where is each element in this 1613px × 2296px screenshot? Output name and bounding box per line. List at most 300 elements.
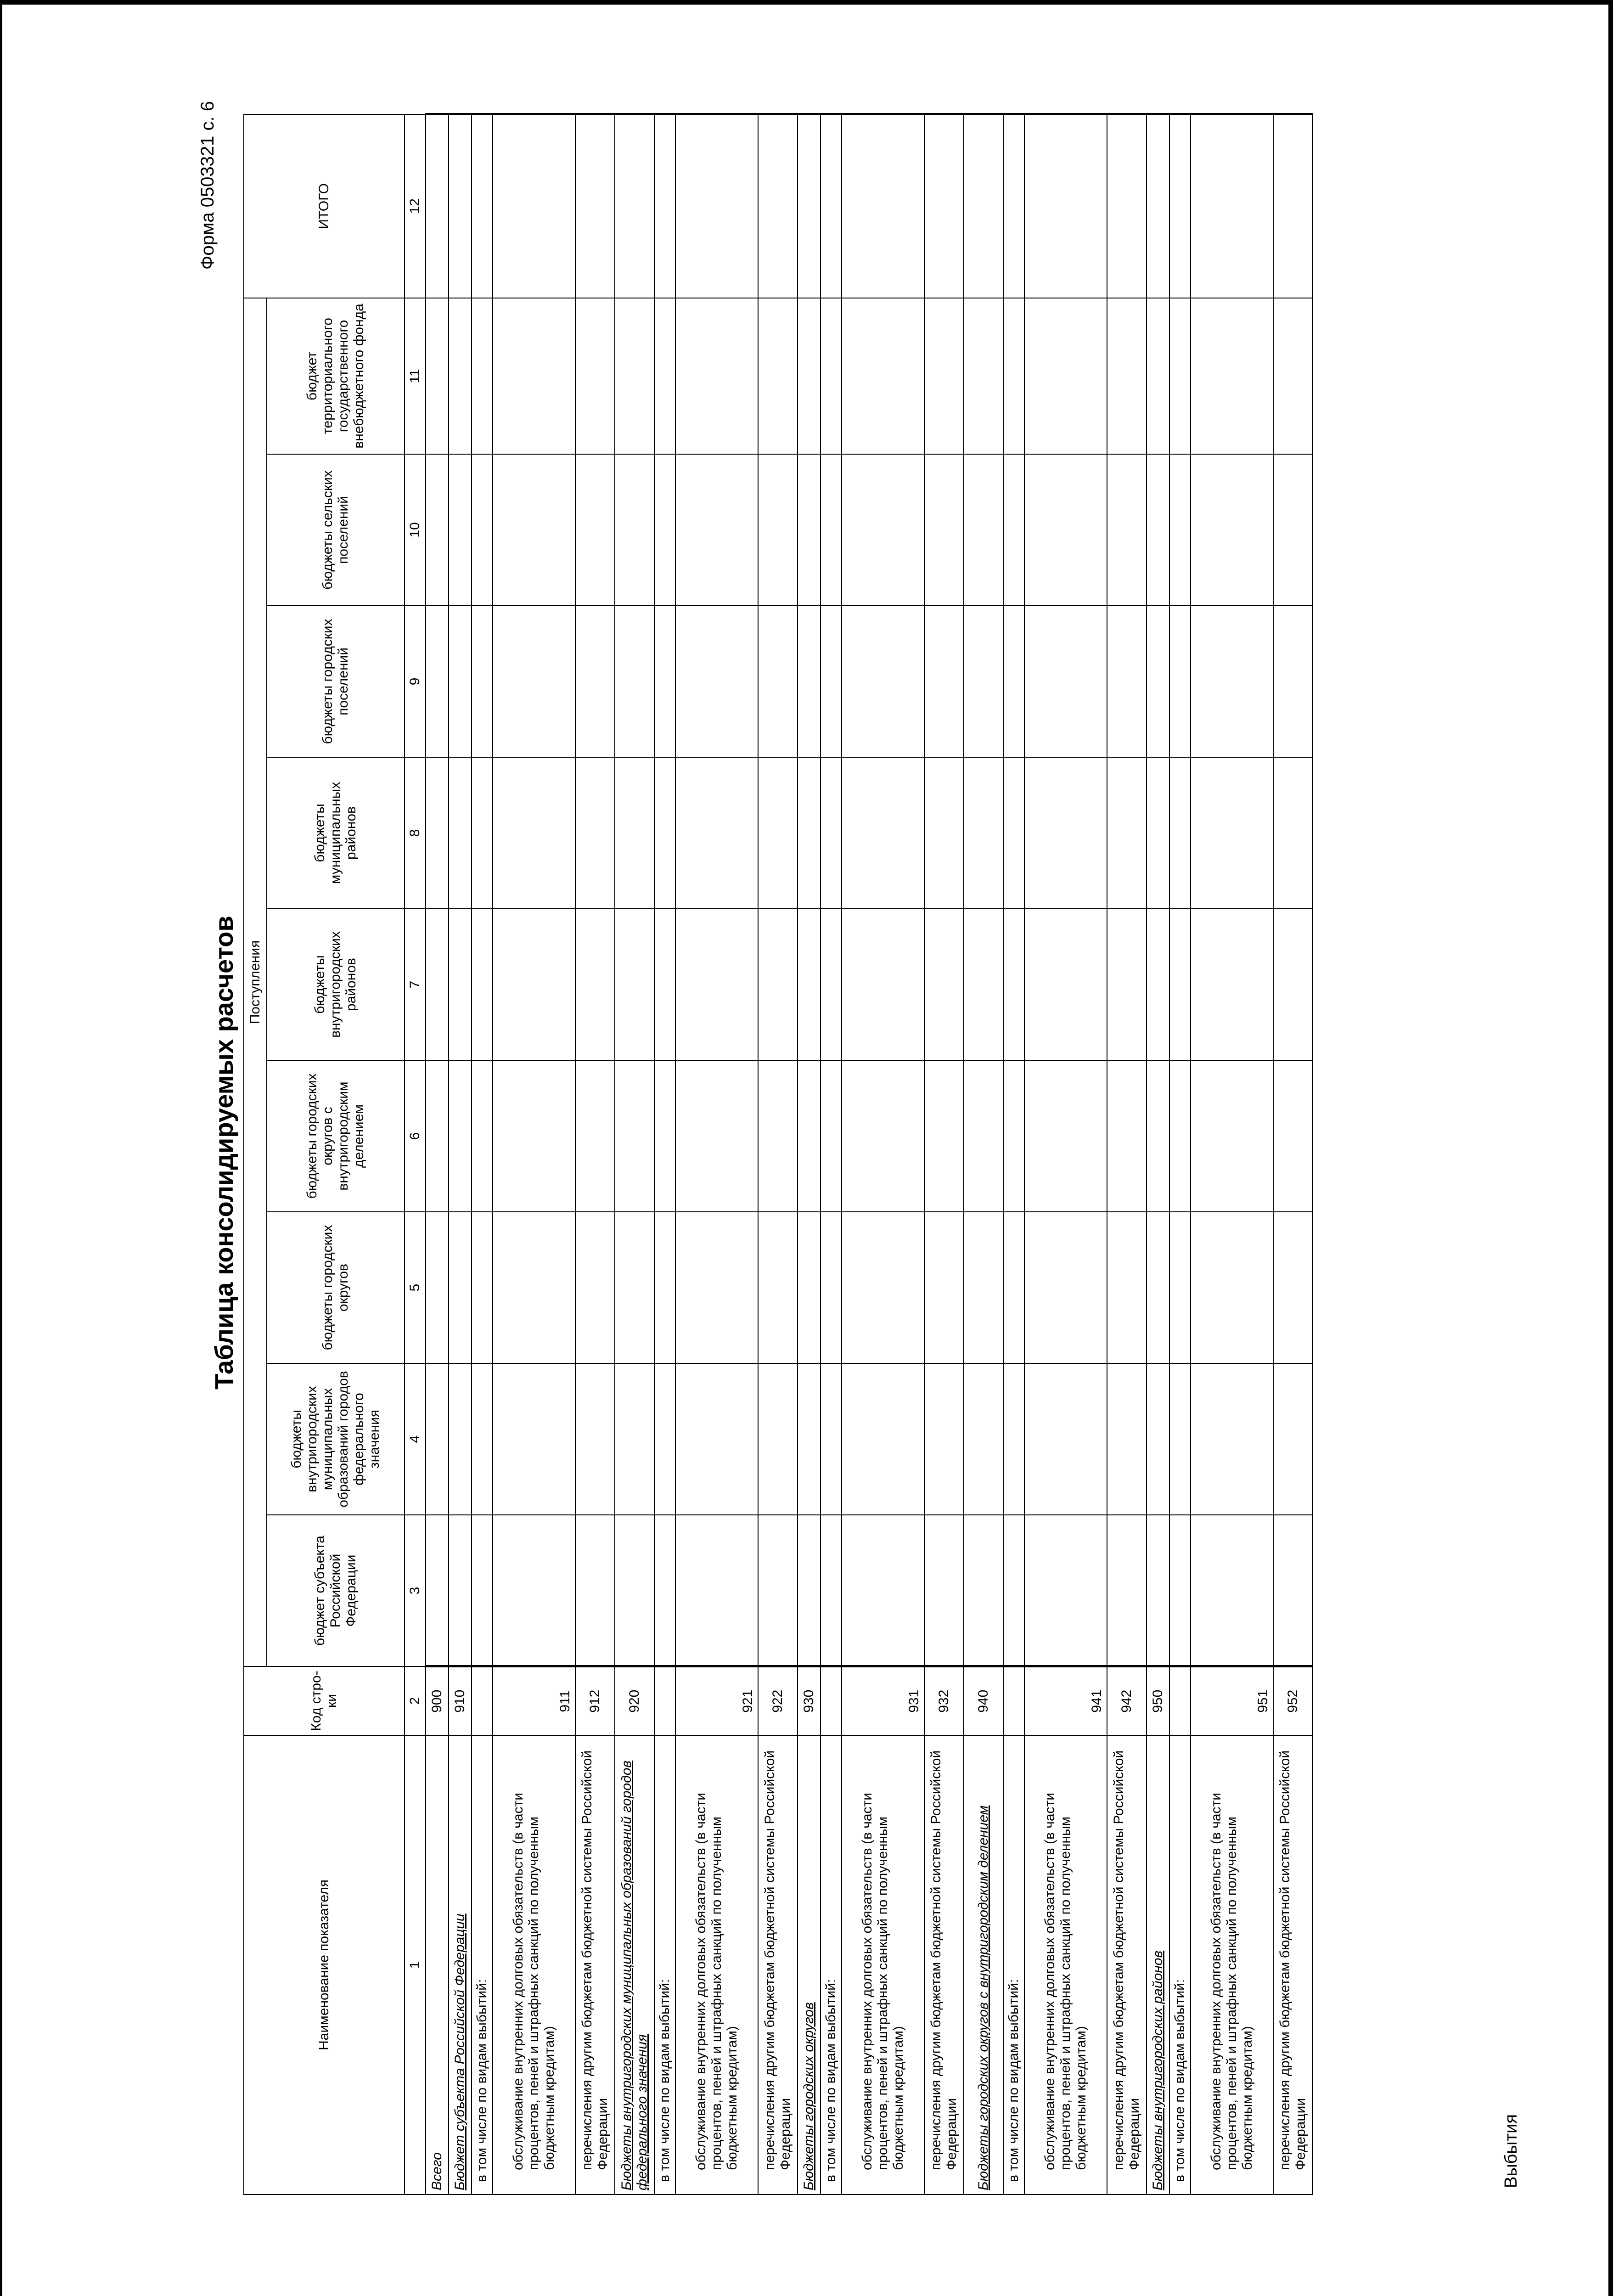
row-label: в том числе по видам выбытий: xyxy=(821,1735,842,2195)
value-cell-c12[interactable] xyxy=(1024,114,1107,298)
col-num: 7 xyxy=(405,909,426,1060)
row-label: Бюджет субъекта Российской Федерации xyxy=(449,1735,472,2195)
value-cell-c11[interactable] xyxy=(472,298,493,454)
value-cell-c12[interactable] xyxy=(426,114,449,298)
value-cell-c12[interactable] xyxy=(924,114,964,298)
row-label: в том числе по видам выбытий: xyxy=(472,1735,493,2195)
row-code: 910 xyxy=(449,1666,472,1735)
col-num: 12 xyxy=(405,114,426,298)
header-c3: бюджет субъекта Российской Федерации xyxy=(267,1515,405,1666)
value-cell-c3[interactable] xyxy=(1169,1515,1191,1666)
row-code xyxy=(654,1666,675,1735)
value-cell-c10[interactable] xyxy=(449,454,472,606)
header-code: Код стро-ки xyxy=(244,1666,405,1735)
header-name: Наименование показателя xyxy=(244,1735,405,2195)
value-cell-c8[interactable] xyxy=(924,757,964,909)
value-cell-c10[interactable] xyxy=(575,454,615,606)
table-row xyxy=(1003,114,1024,2195)
value-cell-c3[interactable] xyxy=(1107,1515,1147,1666)
value-cell-c5[interactable] xyxy=(575,1212,615,1363)
row-label: перечисления другим бюджетам бюджетной системы Российской Федерации xyxy=(758,1735,798,2195)
value-cell-c8[interactable] xyxy=(1003,757,1024,909)
value-cell-c8[interactable] xyxy=(1191,757,1273,909)
value-cell-c8[interactable] xyxy=(472,757,493,909)
value-cell-c8[interactable] xyxy=(842,757,924,909)
value-cell-c11[interactable] xyxy=(798,298,821,454)
table-row xyxy=(758,114,798,2195)
value-cell-c3[interactable] xyxy=(449,1515,472,1666)
value-cell-c5[interactable] xyxy=(964,1212,1003,1363)
value-cell-c7[interactable] xyxy=(924,909,964,1060)
table-row xyxy=(449,114,472,2195)
row-code: 921 xyxy=(675,1666,758,1735)
value-cell-c7[interactable] xyxy=(675,909,758,1060)
value-cell-c12[interactable] xyxy=(675,114,758,298)
value-cell-c7[interactable] xyxy=(1003,909,1024,1060)
value-cell-c11[interactable] xyxy=(821,298,842,454)
value-cell-c12[interactable] xyxy=(1169,114,1191,298)
value-cell-c6[interactable] xyxy=(798,1060,821,1212)
value-cell-c6[interactable] xyxy=(1147,1060,1169,1212)
value-cell-c11[interactable] xyxy=(842,298,924,454)
value-cell-c12[interactable] xyxy=(575,114,615,298)
value-cell-c3[interactable] xyxy=(1147,1515,1169,1666)
header-group-receipts: Поступления xyxy=(244,298,267,1666)
value-cell-c9[interactable] xyxy=(798,606,821,757)
header-c7: бюджеты внутригородских районов xyxy=(267,909,405,1060)
header-c4: бюджеты внутригородских муниципальных образований городов федерального значения xyxy=(267,1363,405,1515)
value-cell-c9[interactable] xyxy=(1024,606,1107,757)
side-label-outflows: Выбытия xyxy=(1501,2114,1521,2188)
value-cell-c3[interactable] xyxy=(615,1515,654,1666)
table-row xyxy=(1024,114,1107,2195)
value-cell-c6[interactable] xyxy=(1107,1060,1147,1212)
row-label: Бюджеты городских округов xyxy=(798,1735,821,2195)
row-code: 950 xyxy=(1147,1666,1169,1735)
header-c10: бюджеты сельских поселений xyxy=(267,454,405,606)
value-cell-c5[interactable] xyxy=(1024,1212,1107,1363)
header-c8: бюджеты муниципальных районов xyxy=(267,757,405,909)
value-cell-c11[interactable] xyxy=(1273,298,1313,454)
col-num: 8 xyxy=(405,757,426,909)
value-cell-c5[interactable] xyxy=(449,1212,472,1363)
consolidated-table xyxy=(243,113,1313,2195)
value-cell-c5[interactable] xyxy=(821,1212,842,1363)
table-row xyxy=(1273,114,1313,2195)
value-cell-c6[interactable] xyxy=(675,1060,758,1212)
value-cell-c12[interactable] xyxy=(842,114,924,298)
value-cell-c12[interactable] xyxy=(1107,114,1147,298)
row-code: 951 xyxy=(1191,1666,1273,1735)
value-cell-c11[interactable] xyxy=(1191,298,1273,454)
value-cell-c12[interactable] xyxy=(758,114,798,298)
value-cell-c8[interactable] xyxy=(964,757,1003,909)
value-cell-c10[interactable] xyxy=(1024,454,1107,606)
value-cell-c12[interactable] xyxy=(472,114,493,298)
value-cell-c10[interactable] xyxy=(615,454,654,606)
value-cell-c4[interactable] xyxy=(493,1363,575,1515)
value-cell-c5[interactable] xyxy=(493,1212,575,1363)
value-cell-c10[interactable] xyxy=(758,454,798,606)
value-cell-c12[interactable] xyxy=(1191,114,1273,298)
table-row xyxy=(654,114,675,2195)
table-row xyxy=(426,114,449,2195)
value-cell-c9[interactable] xyxy=(1107,606,1147,757)
row-label: в том числе по видам выбытий: xyxy=(654,1735,675,2195)
value-cell-c8[interactable] xyxy=(758,757,798,909)
value-cell-c3[interactable] xyxy=(1024,1515,1107,1666)
col-num: 9 xyxy=(405,606,426,757)
form-reference: Форма 0503321 с. 6 xyxy=(197,101,218,270)
value-cell-c9[interactable] xyxy=(493,606,575,757)
value-cell-c6[interactable] xyxy=(575,1060,615,1212)
value-cell-c4[interactable] xyxy=(924,1363,964,1515)
value-cell-c7[interactable] xyxy=(615,909,654,1060)
value-cell-c4[interactable] xyxy=(449,1363,472,1515)
value-cell-c7[interactable] xyxy=(758,909,798,1060)
value-cell-c9[interactable] xyxy=(1003,606,1024,757)
value-cell-c7[interactable] xyxy=(842,909,924,1060)
value-cell-c4[interactable] xyxy=(1169,1363,1191,1515)
row-code: 952 xyxy=(1273,1666,1313,1735)
table-row xyxy=(472,114,493,2195)
value-cell-c9[interactable] xyxy=(1169,606,1191,757)
value-cell-c9[interactable] xyxy=(1191,606,1273,757)
col-num: 10 xyxy=(405,454,426,606)
value-cell-c5[interactable] xyxy=(924,1212,964,1363)
value-cell-c3[interactable] xyxy=(842,1515,924,1666)
value-cell-c3[interactable] xyxy=(675,1515,758,1666)
value-cell-c6[interactable] xyxy=(426,1060,449,1212)
value-cell-c10[interactable] xyxy=(842,454,924,606)
row-code xyxy=(1003,1666,1024,1735)
value-cell-c4[interactable] xyxy=(1273,1363,1313,1515)
col-num: 4 xyxy=(405,1363,426,1515)
value-cell-c7[interactable] xyxy=(1147,909,1169,1060)
value-cell-c10[interactable] xyxy=(654,454,675,606)
value-cell-c7[interactable] xyxy=(472,909,493,1060)
value-cell-c6[interactable] xyxy=(924,1060,964,1212)
value-cell-c10[interactable] xyxy=(675,454,758,606)
value-cell-c4[interactable] xyxy=(821,1363,842,1515)
value-cell-c6[interactable] xyxy=(1024,1060,1107,1212)
value-cell-c9[interactable] xyxy=(654,606,675,757)
value-cell-c9[interactable] xyxy=(615,606,654,757)
value-cell-c10[interactable] xyxy=(798,454,821,606)
value-cell-c9[interactable] xyxy=(472,606,493,757)
value-cell-c12[interactable] xyxy=(1147,114,1169,298)
row-code xyxy=(821,1666,842,1735)
value-cell-c10[interactable] xyxy=(1003,454,1024,606)
table-row xyxy=(821,114,842,2195)
value-cell-c11[interactable] xyxy=(1169,298,1191,454)
scan-edge-right xyxy=(1608,0,1613,2296)
value-cell-c4[interactable] xyxy=(798,1363,821,1515)
value-cell-c10[interactable] xyxy=(472,454,493,606)
value-cell-c8[interactable] xyxy=(1169,757,1191,909)
header-total: ИТОГО xyxy=(244,114,405,298)
value-cell-c4[interactable] xyxy=(758,1363,798,1515)
value-cell-c7[interactable] xyxy=(654,909,675,1060)
value-cell-c11[interactable] xyxy=(1107,298,1147,454)
value-cell-c4[interactable] xyxy=(964,1363,1003,1515)
row-label: обслуживание внутренних долговых обязательств (в части процентов, пеней и штрафных санкций по полученным бюджетным кредитам) xyxy=(1024,1735,1107,2195)
scan-edge-top xyxy=(0,0,1613,5)
value-cell-c6[interactable] xyxy=(964,1060,1003,1212)
value-cell-c7[interactable] xyxy=(1191,909,1273,1060)
value-cell-c5[interactable] xyxy=(1273,1212,1313,1363)
row-label: в том числе по видам выбытий: xyxy=(1169,1735,1191,2195)
row-label: Бюджеты внутригородских районов xyxy=(1147,1735,1169,2195)
value-cell-c4[interactable] xyxy=(654,1363,675,1515)
value-cell-c4[interactable] xyxy=(615,1363,654,1515)
value-cell-c11[interactable] xyxy=(426,298,449,454)
value-cell-c9[interactable] xyxy=(449,606,472,757)
value-cell-c5[interactable] xyxy=(1191,1212,1273,1363)
value-cell-c12[interactable] xyxy=(449,114,472,298)
value-cell-c3[interactable] xyxy=(924,1515,964,1666)
col-num: 5 xyxy=(405,1212,426,1363)
row-label: Бюджеты внутригородских муниципальных образований городов федерального значения xyxy=(615,1735,654,2195)
value-cell-c10[interactable] xyxy=(493,454,575,606)
value-cell-c8[interactable] xyxy=(1107,757,1147,909)
value-cell-c7[interactable] xyxy=(1273,909,1313,1060)
col-num: 11 xyxy=(405,298,426,454)
row-label: перечисления другим бюджетам бюджетной системы Российской Федерации xyxy=(1107,1735,1147,2195)
header-c5: бюджеты городских округов xyxy=(267,1212,405,1363)
value-cell-c4[interactable] xyxy=(1024,1363,1107,1515)
value-cell-c11[interactable] xyxy=(1024,298,1107,454)
value-cell-c12[interactable] xyxy=(1273,114,1313,298)
value-cell-c4[interactable] xyxy=(842,1363,924,1515)
row-code: 942 xyxy=(1107,1666,1147,1735)
value-cell-c9[interactable] xyxy=(1273,606,1313,757)
value-cell-c10[interactable] xyxy=(1107,454,1147,606)
row-label: обслуживание внутренних долговых обязательств (в части процентов, пеней и штрафных санкций по полученным бюджетным кредитам) xyxy=(675,1735,758,2195)
value-cell-c3[interactable] xyxy=(654,1515,675,1666)
value-cell-c8[interactable] xyxy=(426,757,449,909)
value-cell-c3[interactable] xyxy=(426,1515,449,1666)
value-cell-c9[interactable] xyxy=(821,606,842,757)
value-cell-c10[interactable] xyxy=(1147,454,1169,606)
table-row xyxy=(493,114,575,2195)
row-code: 912 xyxy=(575,1666,615,1735)
row-label: Бюджеты городских округов с внутригородским делением xyxy=(964,1735,1003,2195)
value-cell-c7[interactable] xyxy=(449,909,472,1060)
row-code: 940 xyxy=(964,1666,1003,1735)
header-c6: бюджеты городских округов с внутригородским делением xyxy=(267,1060,405,1212)
value-cell-c11[interactable] xyxy=(964,298,1003,454)
row-label: обслуживание внутренних долговых обязательств (в части процентов, пеней и штрафных санкций по полученным бюджетным кредитам) xyxy=(1191,1735,1273,2195)
value-cell-c7[interactable] xyxy=(493,909,575,1060)
value-cell-c8[interactable] xyxy=(575,757,615,909)
value-cell-c10[interactable] xyxy=(426,454,449,606)
row-code: 941 xyxy=(1024,1666,1107,1735)
value-cell-c11[interactable] xyxy=(615,298,654,454)
row-code: 930 xyxy=(798,1666,821,1735)
value-cell-c3[interactable] xyxy=(1273,1515,1313,1666)
value-cell-c3[interactable] xyxy=(964,1515,1003,1666)
value-cell-c4[interactable] xyxy=(675,1363,758,1515)
value-cell-c10[interactable] xyxy=(1273,454,1313,606)
value-cell-c9[interactable] xyxy=(758,606,798,757)
value-cell-c10[interactable] xyxy=(821,454,842,606)
value-cell-c8[interactable] xyxy=(798,757,821,909)
value-cell-c11[interactable] xyxy=(675,298,758,454)
value-cell-c3[interactable] xyxy=(493,1515,575,1666)
value-cell-c9[interactable] xyxy=(426,606,449,757)
value-cell-c5[interactable] xyxy=(1147,1212,1169,1363)
value-cell-c12[interactable] xyxy=(493,114,575,298)
value-cell-c6[interactable] xyxy=(472,1060,493,1212)
value-cell-c11[interactable] xyxy=(758,298,798,454)
value-cell-c6[interactable] xyxy=(1191,1060,1273,1212)
value-cell-c7[interactable] xyxy=(575,909,615,1060)
table-row xyxy=(1107,114,1147,2195)
value-cell-c4[interactable] xyxy=(472,1363,493,1515)
value-cell-c12[interactable] xyxy=(964,114,1003,298)
value-cell-c7[interactable] xyxy=(1107,909,1147,1060)
value-cell-c4[interactable] xyxy=(1003,1363,1024,1515)
value-cell-c8[interactable] xyxy=(1147,757,1169,909)
value-cell-c12[interactable] xyxy=(654,114,675,298)
value-cell-c3[interactable] xyxy=(1003,1515,1024,1666)
row-code: 932 xyxy=(924,1666,964,1735)
value-cell-c5[interactable] xyxy=(842,1212,924,1363)
value-cell-c7[interactable] xyxy=(1024,909,1107,1060)
value-cell-c7[interactable] xyxy=(821,909,842,1060)
header-c11: бюджет территориального государственного внебюджетного фонда xyxy=(267,298,405,454)
value-cell-c3[interactable] xyxy=(798,1515,821,1666)
col-num: 6 xyxy=(405,1060,426,1212)
value-cell-c5[interactable] xyxy=(426,1212,449,1363)
table-row xyxy=(675,114,758,2195)
value-cell-c3[interactable] xyxy=(821,1515,842,1666)
row-label: обслуживание внутренних долговых обязательств (в части процентов, пеней и штрафных санкций по полученным бюджетным кредитам) xyxy=(842,1735,924,2195)
table-row xyxy=(1191,114,1273,2195)
row-label: перечисления другим бюджетам бюджетной системы Российской Федерации xyxy=(575,1735,615,2195)
table-row xyxy=(798,114,821,2195)
value-cell-c11[interactable] xyxy=(924,298,964,454)
row-code: 920 xyxy=(615,1666,654,1735)
value-cell-c11[interactable] xyxy=(654,298,675,454)
value-cell-c3[interactable] xyxy=(758,1515,798,1666)
value-cell-c8[interactable] xyxy=(821,757,842,909)
value-cell-c8[interactable] xyxy=(615,757,654,909)
value-cell-c8[interactable] xyxy=(1273,757,1313,909)
col-num: 1 xyxy=(405,1735,426,2195)
value-cell-c7[interactable] xyxy=(798,909,821,1060)
value-cell-c12[interactable] xyxy=(615,114,654,298)
value-cell-c11[interactable] xyxy=(449,298,472,454)
row-label: Всего xyxy=(426,1735,449,2195)
table-title: Таблица консолидируемых расчетов xyxy=(209,916,238,1390)
table-row xyxy=(842,114,924,2195)
row-code: 931 xyxy=(842,1666,924,1735)
value-cell-c6[interactable] xyxy=(1273,1060,1313,1212)
value-cell-c9[interactable] xyxy=(924,606,964,757)
value-cell-c8[interactable] xyxy=(493,757,575,909)
value-cell-c4[interactable] xyxy=(426,1363,449,1515)
value-cell-c6[interactable] xyxy=(1003,1060,1024,1212)
value-cell-c6[interactable] xyxy=(1169,1060,1191,1212)
value-cell-c8[interactable] xyxy=(449,757,472,909)
value-cell-c6[interactable] xyxy=(493,1060,575,1212)
value-cell-c8[interactable] xyxy=(654,757,675,909)
value-cell-c5[interactable] xyxy=(1003,1212,1024,1363)
value-cell-c8[interactable] xyxy=(1024,757,1107,909)
value-cell-c3[interactable] xyxy=(575,1515,615,1666)
value-cell-c9[interactable] xyxy=(964,606,1003,757)
row-label: перечисления другим бюджетам бюджетной системы Российской Федерации xyxy=(1273,1735,1313,2195)
value-cell-c4[interactable] xyxy=(1191,1363,1273,1515)
table-row xyxy=(575,114,615,2195)
value-cell-c7[interactable] xyxy=(426,909,449,1060)
value-cell-c11[interactable] xyxy=(493,298,575,454)
column-number-row xyxy=(405,114,426,2195)
value-cell-c6[interactable] xyxy=(842,1060,924,1212)
value-cell-c5[interactable] xyxy=(758,1212,798,1363)
value-cell-c6[interactable] xyxy=(615,1060,654,1212)
value-cell-c3[interactable] xyxy=(1191,1515,1273,1666)
value-cell-c4[interactable] xyxy=(575,1363,615,1515)
row-code: 922 xyxy=(758,1666,798,1735)
table-row xyxy=(1169,114,1191,2195)
value-cell-c9[interactable] xyxy=(675,606,758,757)
value-cell-c11[interactable] xyxy=(1003,298,1024,454)
value-cell-c12[interactable] xyxy=(1003,114,1024,298)
value-cell-c5[interactable] xyxy=(675,1212,758,1363)
value-cell-c5[interactable] xyxy=(1169,1212,1191,1363)
value-cell-c4[interactable] xyxy=(1107,1363,1147,1515)
row-label: в том числе по видам выбытий: xyxy=(1003,1735,1024,2195)
value-cell-c6[interactable] xyxy=(654,1060,675,1212)
value-cell-c6[interactable] xyxy=(821,1060,842,1212)
value-cell-c12[interactable] xyxy=(798,114,821,298)
value-cell-c6[interactable] xyxy=(758,1060,798,1212)
table-row xyxy=(964,114,1003,2195)
value-cell-c9[interactable] xyxy=(842,606,924,757)
value-cell-c10[interactable] xyxy=(1169,454,1191,606)
value-cell-c10[interactable] xyxy=(924,454,964,606)
row-label: перечисления другим бюджетам бюджетной системы Российской Федерации xyxy=(924,1735,964,2195)
value-cell-c5[interactable] xyxy=(472,1212,493,1363)
value-cell-c5[interactable] xyxy=(1107,1212,1147,1363)
value-cell-c10[interactable] xyxy=(964,454,1003,606)
value-cell-c10[interactable] xyxy=(1191,454,1273,606)
rotated-form-page xyxy=(138,83,1593,2223)
value-cell-c8[interactable] xyxy=(675,757,758,909)
value-cell-c7[interactable] xyxy=(964,909,1003,1060)
value-cell-c7[interactable] xyxy=(1169,909,1191,1060)
value-cell-c9[interactable] xyxy=(1147,606,1169,757)
value-cell-c5[interactable] xyxy=(654,1212,675,1363)
value-cell-c6[interactable] xyxy=(449,1060,472,1212)
col-num: 3 xyxy=(405,1515,426,1666)
value-cell-c3[interactable] xyxy=(472,1515,493,1666)
value-cell-c12[interactable] xyxy=(821,114,842,298)
value-cell-c11[interactable] xyxy=(1147,298,1169,454)
row-code: 911 xyxy=(493,1666,575,1735)
table-row xyxy=(1147,114,1169,2195)
value-cell-c11[interactable] xyxy=(575,298,615,454)
row-label: обслуживание внутренних долговых обязательств (в части процентов, пеней и штрафных санкций по полученным бюджетным кредитам) xyxy=(493,1735,575,2195)
row-code xyxy=(472,1666,493,1735)
value-cell-c9[interactable] xyxy=(575,606,615,757)
value-cell-c5[interactable] xyxy=(615,1212,654,1363)
value-cell-c5[interactable] xyxy=(798,1212,821,1363)
value-cell-c4[interactable] xyxy=(1147,1363,1169,1515)
